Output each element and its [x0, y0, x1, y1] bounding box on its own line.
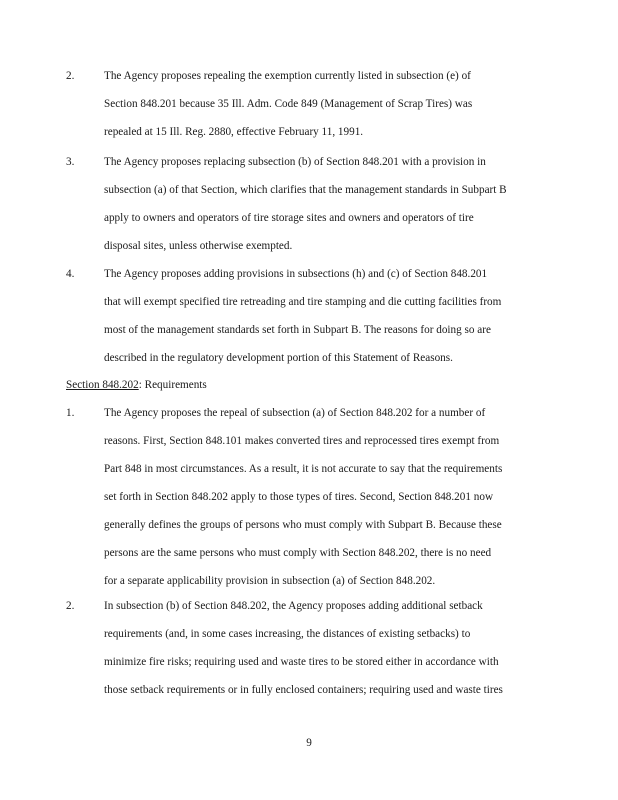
text-line: Part 848 in most circumstances. As a result, it is not accurate to say that the requirements	[104, 463, 503, 475]
text-line: The Agency proposes the repeal of subsection (a) of Section 848.202 for a number of	[104, 407, 486, 419]
item-text	[104, 260, 544, 372]
text-line: The Agency proposes adding provisions in subsections (h) and (c) of Section 848.201	[104, 268, 488, 280]
text-line: for a separate applicability provision in subsection (a) of Section 848.202.	[104, 575, 436, 587]
page-number: 9	[306, 737, 312, 749]
text-line: generally defines the groups of persons who must comply with Subpart B. Because these	[104, 519, 502, 531]
item-text	[104, 399, 544, 595]
text-line: that will exempt specified tire retreading and tire stamping and die cutting facilities from	[104, 296, 502, 308]
section-heading	[66, 371, 207, 399]
item-text	[104, 592, 544, 704]
text-line: In subsection (b) of Section 848.202, the Agency proposes adding additional setback	[104, 600, 483, 612]
text-line: subsection (a) of that Section, which clarifies that the management standards in Subpart B	[104, 184, 507, 196]
text-line: Section 848.201 because 35 Ill. Adm. Code 849 (Management of Scrap Tires) was	[104, 98, 473, 110]
section-heading-title: : Requirements	[138, 379, 207, 391]
item-number: 3.	[66, 156, 75, 168]
text-line: reasons. First, Section 848.101 makes converted tires and reprocessed tires exempt from	[104, 435, 500, 447]
item-number: 2.	[66, 600, 75, 612]
text-line: persons are the same persons who must comply with Section 848.202, there is no need	[104, 547, 492, 559]
item-number: 1.	[66, 407, 75, 419]
text-line: apply to owners and operators of tire storage sites and owners and operators of tire	[104, 212, 474, 224]
text-line: repealed at 15 Ill. Reg. 2880, effective February 11, 1991.	[104, 126, 364, 138]
text-line: requirements (and, in some cases increasing, the distances of existing setbacks) to	[104, 628, 471, 640]
text-line: The Agency proposes repealing the exemption currently listed in subsection (e) of	[104, 70, 471, 82]
text-line: those setback requirements or in fully enclosed containers; requiring used and waste tires	[104, 684, 503, 696]
item-text	[104, 148, 544, 260]
text-line: The Agency proposes replacing subsection (b) of Section 848.201 with a provision in	[104, 156, 486, 168]
item-number: 4.	[66, 268, 75, 280]
item-number: 2.	[66, 70, 75, 82]
text-line: disposal sites, unless otherwise exempted.	[104, 240, 293, 252]
section-heading-label: Section 848.202	[66, 379, 139, 391]
text-line: minimize fire risks; requiring used and waste tires to be stored either in accordance with	[104, 656, 499, 668]
item-text	[104, 62, 544, 146]
text-line: described in the regulatory development portion of this Statement of Reasons.	[104, 352, 453, 364]
text-line: most of the management standards set forth in Subpart B. The reasons for doing so are	[104, 324, 491, 336]
text-line: set forth in Section 848.202 apply to those types of tires. Second, Section 848.201 now	[104, 491, 494, 503]
